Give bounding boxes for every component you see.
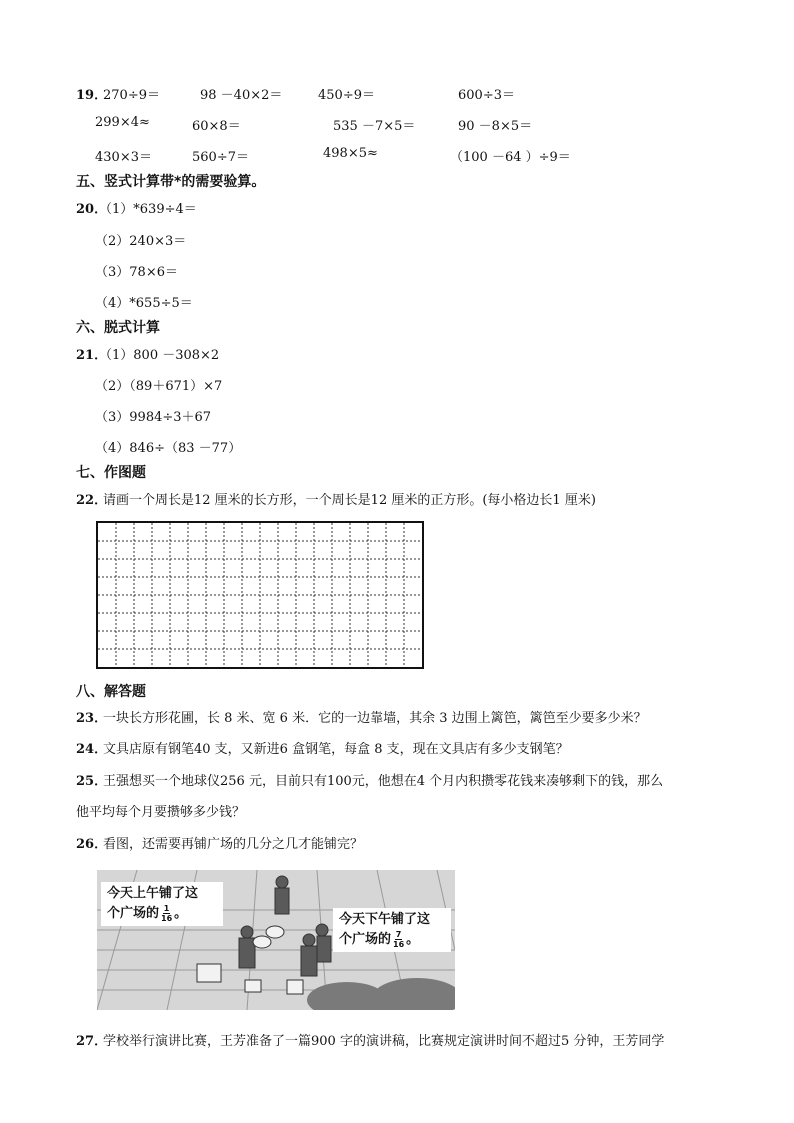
q19-expr: 498×5≈ [323, 146, 378, 161]
question-number-26: 26． [76, 837, 108, 852]
q25-text-line2: 他平均每个月要攒够多少钱？ [76, 805, 246, 820]
q23-text: 一块长方形花圃，长 8 米、宽 6 米．它的一边靠墙，其余 3 边围上篱笆，篱笆至少要多少米？ [103, 711, 647, 726]
q21-item: （1）800 －308×2 [99, 348, 220, 363]
bubble-text [339, 930, 445, 950]
question-number-20: 20． [76, 202, 108, 217]
plaza-illustration [97, 870, 455, 1010]
fraction-numerator: 7 [395, 930, 402, 939]
fraction-denominator: 16 [161, 914, 173, 923]
question-number-22: 22． [76, 493, 108, 508]
question-number-27: 27． [76, 1034, 108, 1049]
speech-bubble-afternoon [333, 908, 451, 952]
bubble-text-part: 个广场的 [107, 906, 160, 921]
question-number-23: 23． [76, 711, 108, 726]
q20-item: （1）*639÷4＝ [99, 202, 197, 217]
fraction-denominator: 16 [393, 940, 405, 949]
fraction [393, 930, 404, 949]
question-number-19: 19． [76, 88, 108, 103]
section-heading: 五、竖式计算带*的需要验算。 [76, 174, 266, 190]
q19-expr: 430×3＝ [95, 150, 152, 165]
section-heading: 六、脱式计算 [76, 320, 160, 336]
q19-expr: （100 －64 ）÷9＝ [450, 150, 571, 165]
q21-item: （2）（89＋671）×7 [95, 379, 223, 394]
question-number-25: 25． [76, 774, 108, 789]
q26-text: 看图，还需要再铺广场的几分之几才能铺完？ [103, 837, 364, 852]
bubble-text: 今天上午铺了这 [107, 886, 199, 901]
q19-expr: 535 －7×5＝ [333, 119, 416, 134]
section-heading: 八、解答题 [76, 684, 146, 700]
bubble-period: 。 [406, 932, 420, 947]
q19-expr: 60×8＝ [192, 119, 241, 134]
question-number-24: 24． [76, 742, 108, 757]
grid-lines [98, 523, 422, 667]
fraction-numerator: 1 [163, 904, 170, 913]
q19-expr: 270÷9＝ [103, 88, 160, 103]
bubble-text-part: 个广场的 [339, 932, 392, 947]
q19-expr: 560÷7＝ [192, 150, 249, 165]
bubble-text: 今天下午铺了这 [339, 912, 431, 927]
q20-item: （4）*655÷5＝ [95, 296, 193, 311]
q21-item: （4）846÷（83 －77） [95, 441, 242, 456]
q20-item: （3）78×6＝ [95, 265, 178, 280]
q19-expr: 98 －40×2＝ [200, 88, 283, 103]
q19-expr: 600÷3＝ [458, 88, 515, 103]
q20-item: （2）240×3＝ [95, 234, 187, 249]
q21-item: （3）9984÷3＋67 [95, 410, 212, 425]
q19-expr: 450÷9＝ [318, 88, 375, 103]
dotted-grid[interactable] [96, 521, 424, 669]
section-heading: 七、作图题 [76, 465, 146, 481]
q25-text-line1: 王强想买一个地球仪256 元，目前只有100元，他想在4 个月内积攒零花钱来凑够剩下的钱，那么 [103, 774, 664, 789]
q27-text: 学校举行演讲比赛，王芳准备了一篇900 字的演讲稿，比赛规定演讲时间不超过5 分钟，王芳同学 [103, 1034, 665, 1049]
q19-expr: 299×4≈ [95, 115, 150, 130]
bubble-text [107, 904, 217, 924]
bubble-period: 。 [174, 906, 188, 921]
q22-text: 请画一个周长是12 厘米的长方形，一个周长是12 厘米的正方形。(每小格边长1 厘米) [103, 493, 596, 508]
speech-bubble-morning [101, 882, 223, 926]
fraction [161, 904, 172, 923]
q24-text: 文具店原有钢笔40 支，又新进6 盒钢笔，每盒 8 支，现在文具店有多少支钢笔？ [103, 742, 569, 757]
question-number-21: 21． [76, 348, 108, 363]
q19-expr: 90 －8×5＝ [458, 119, 533, 134]
